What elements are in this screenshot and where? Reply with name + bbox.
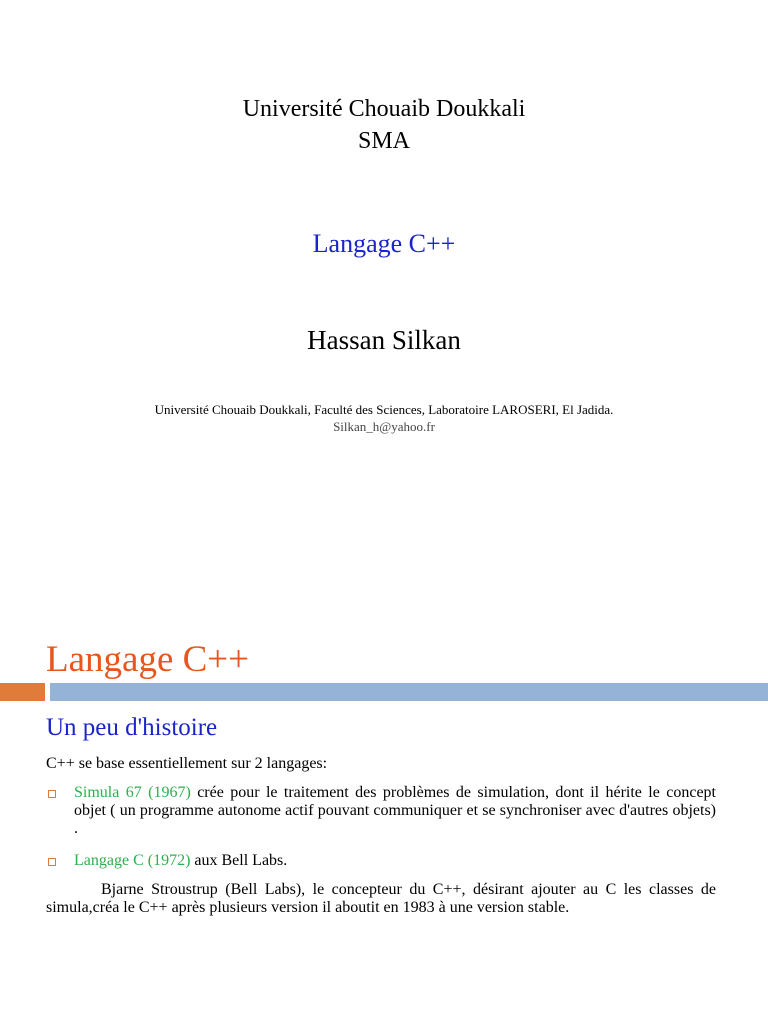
list-item (46, 784, 726, 844)
department-name: SMA (357, 128, 411, 154)
author-email: Silkan_h@yahoo.fr (333, 419, 435, 434)
accent-bar-blue (50, 683, 768, 701)
author-affiliation: Université Chouaib Doukkali, Faculté des Sciences, Laboratoire LAROSERI, El Jadida. (154, 402, 614, 417)
list-item-body: crée pour le traitement des problèmes de simulation, dont il hérite le concept objet ( un programme autonome actif pouvant communiquer et se synchroniser avec d'autres objets) . (74, 784, 716, 837)
list-item-text (74, 784, 716, 838)
content-slide (0, 600, 768, 1024)
list-item (46, 852, 726, 872)
square-bullet-icon (48, 858, 56, 866)
intro-text: C++ se base essentiellement sur 2 langages: (46, 755, 328, 772)
list-item-highlight: Simula 67 (1967) (74, 784, 191, 801)
author-name: Hassan Silkan (307, 325, 461, 355)
slide-title: Langage C++ (46, 639, 250, 680)
list-item-body: aux Bell Labs. (190, 852, 288, 869)
university-name: Université Chouaib Doukkali (242, 96, 526, 122)
section-subtitle: Un peu d'histoire (46, 714, 218, 741)
list-item-highlight: Langage C (1972) (74, 852, 191, 869)
course-title: Langage C++ (312, 229, 456, 258)
square-bullet-icon (48, 790, 56, 798)
history-paragraph-text: Bjarne Stroustrup (Bell Labs), le concepteur du C++, désirant ajouter au C les classes de simula,créa le C++ après plusieurs version il aboutit en 1983 à une version stable. (46, 881, 716, 916)
accent-bar-orange (0, 683, 45, 701)
list-item-text (74, 852, 716, 870)
history-paragraph (46, 881, 716, 917)
